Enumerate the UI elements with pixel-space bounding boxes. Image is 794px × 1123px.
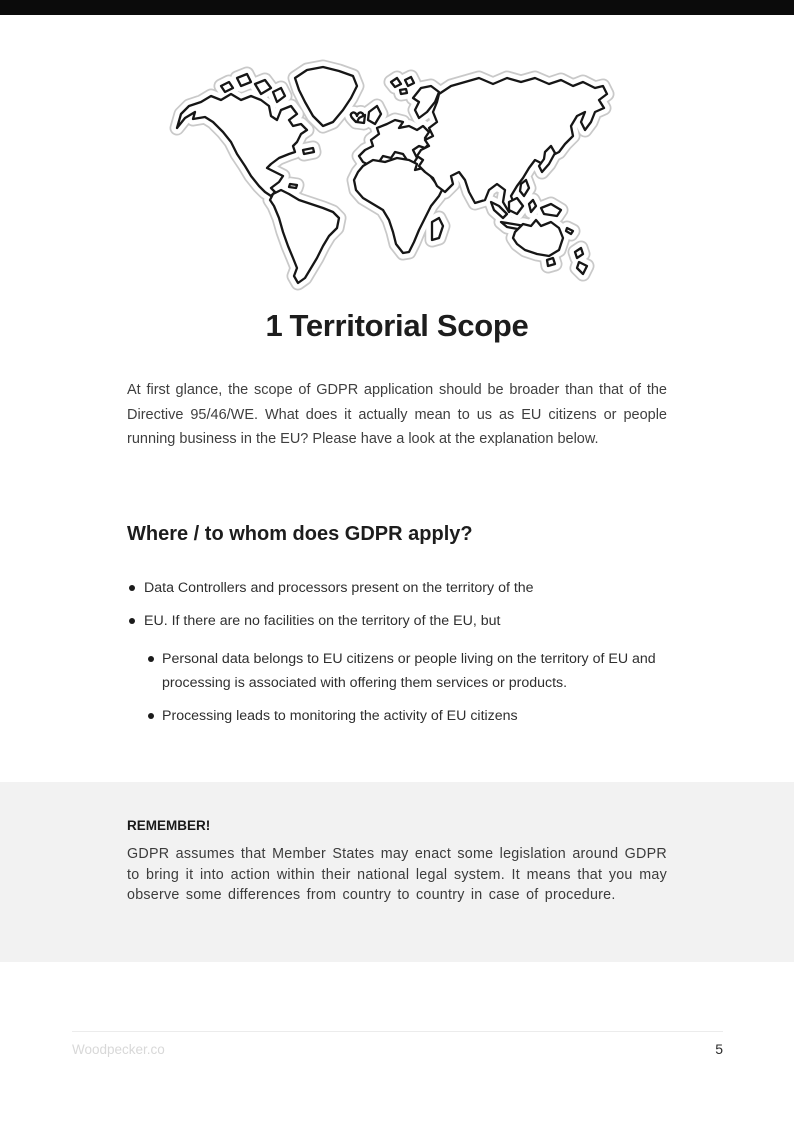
intro-paragraph: At first glance, the scope of GDPR application should be broader than that of the Directive 95/46/WE. What does it actually mean to us as EU citizens or people running business in the EU? Please have a look at the explanation below. bbox=[127, 382, 667, 447]
bullet-list-level-2 bbox=[148, 648, 676, 739]
remember-text: GDPR assumes that Member States may enact some legislation around GDPR to bring it into action within their national legal system. It means that you may observe some differences from country to country in case of procedure. bbox=[127, 846, 667, 904]
page-number: 5 bbox=[715, 1041, 723, 1057]
remember-label: REMEMBER! bbox=[127, 818, 211, 833]
top-border-bar bbox=[0, 0, 794, 15]
bullet-list-level-1 bbox=[127, 578, 677, 644]
footer-brand: Woodpecker.co bbox=[72, 1042, 165, 1057]
world-map-icon bbox=[167, 56, 627, 296]
world-map-illustration bbox=[167, 56, 627, 296]
list-item: Processing leads to monitoring the activity of EU citizens bbox=[148, 705, 676, 729]
list-item: Personal data belongs to EU citizens or people living on the territory of EU and processing is associated with offering them services or products. bbox=[148, 648, 676, 695]
chapter-number: 1 bbox=[265, 308, 283, 343]
page-footer bbox=[72, 1031, 723, 1057]
list-item: EU. If there are no facilities on the territory of the EU, but bbox=[127, 611, 677, 631]
chapter-title-text: Territorial Scope bbox=[289, 308, 529, 343]
chapter-title bbox=[0, 308, 794, 344]
list-item: Data Controllers and processors present on the territory of the bbox=[127, 578, 677, 598]
remember-callout-box bbox=[0, 782, 794, 962]
section-heading: Where / to whom does GDPR apply? bbox=[127, 523, 473, 545]
